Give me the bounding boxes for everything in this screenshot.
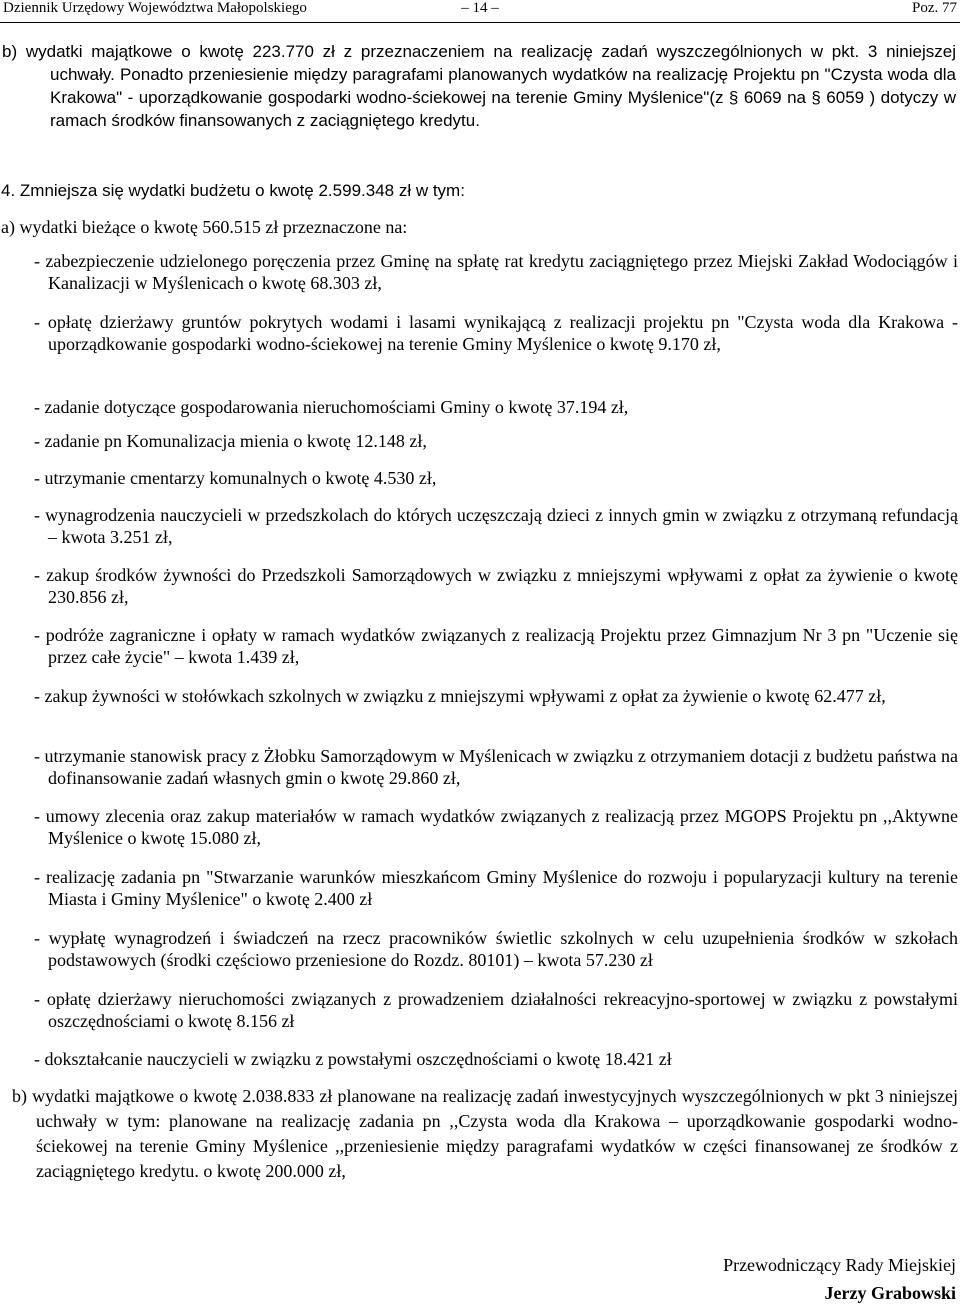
paragraph-a-current-spending: a) wydatki bieżące o kwotę 560.515 zł przeznaczone na: [1, 217, 408, 237]
list-item: - podróże zagraniczne i opłaty w ramach wydatków związanych z realizacją Projektu przez Gimnazjum Nr 3 pn "Uczenie się przez całe życie" – kwota 1.439 zł, [34, 625, 958, 667]
list-item: - wypłatę wynagrodzeń i świadczeń na rzecz pracowników świetlic szkolnych w celu uzupełnienia środków w szkołach podstawowych (środki częściowo przeniesione do Rozdz. 80101) – kwota 57.230 zł [34, 928, 958, 970]
list-item: - utrzymanie stanowisk pracy z Żłobku Samorządowym w Myślenicach w związku z otrzymaniem dotacji z budżetu państwa na dofinansowanie zadań własnych gmin o kwotę 29.860 zł, [34, 746, 958, 788]
paragraph-4-heading: 4. Zmniejsza się wydatki budżetu o kwotę 2.599.348 zł w tym: [1, 181, 465, 200]
list-item: - umowy zlecenia oraz zakup materiałów w ramach wydatków związanych z realizacją przez MGOPS Projektu pn ,,Aktywne Myślenice o kwotę 15.080 zł, [34, 806, 958, 848]
list-item: - opłatę dzierżawy nieruchomości związanych z prowadzeniem działalności rekreacyjno-sportowej w związku z powstałymi oszczędnościami o kwotę 8.156 zł [34, 989, 958, 1031]
list-item: - zadanie dotyczące gospodarowania nieruchomościami Gminy o kwotę 37.194 zł, [34, 397, 629, 417]
journal-title: Dziennik Urzędowy Województwa Małopolskiego [3, 0, 307, 16]
list-item: - zakup żywności w stołówkach szkolnych w związku z mniejszymi wpływami z opłat za żywienie o kwotę 62.477 zł, [34, 686, 886, 706]
list-item: - zadanie pn Komunalizacja mienia o kwotę 12.148 zł, [34, 431, 427, 451]
list-item: - opłatę dzierżawy gruntów pokrytych wodami i lasami wynikającą z realizacji projektu pn "Czysta woda dla Krakowa - uporządkowanie gospodarki wodno-ściekowej na terenie Gminy Myślenice o kwotę 9.170 zł, [34, 312, 958, 354]
list-item: - dokształcanie nauczycieli w związku z powstałymi oszczędnościami o kwotę 18.421 zł [34, 1049, 672, 1069]
signature-name: Jerzy Grabowski [824, 1283, 956, 1303]
list-item: - realizację zadania pn "Stwarzanie warunków mieszkańcom Gminy Myślenice do rozwoju i popularyzacji kultury na terenie Miasta i Gminy Myślenice" o kwotę 2.400 zł [34, 867, 958, 909]
signature-block [556, 1251, 956, 1307]
list-item: - zakup środków żywności do Przedszkoli Samorządowych w związku z mniejszymi wpływami z opłat za żywienie o kwotę 230.856 zł, [34, 565, 958, 607]
list-item: - zabezpieczenie udzielonego poręczenia przez Gminę na spłatę rat kredytu zaciągniętego przez Miejski Zakład Wodociągów i Kanalizacji w Myślenicach o kwotę 68.303 zł, [34, 251, 958, 293]
page-number: – 14 – [461, 0, 499, 16]
list-item: - utrzymanie cmentarzy komunalnych o kwotę 4.530 zł, [34, 468, 437, 488]
paragraph-b-capital-spending: b) wydatki majątkowe o kwotę 223.770 zł z przeznaczeniem na realizację zadań wyszczególnionych w pkt. 3 niniejszej uchwały. Ponadto przeniesienie między paragrafami planowanych wydatków na realizację Projektu pn "Czysta woda dla Krakowa" - uporządkowanie gospodarki wodno-ściekowej na terenie Gminy Myślenice"(z § 6069 na § 6059 ) dotyczy w ramach środków finansowanych z zaciągniętego kredytu. [2, 42, 956, 130]
page-header [0, 0, 960, 16]
header-rule [0, 22, 960, 23]
list-item: - wynagrodzenia nauczycieli w przedszkolach do których uczęszczają dzieci z innych gmin w związku z otrzymaną refundacją – kwota 3.251 zł, [34, 505, 958, 547]
paragraph-b-capital-spending-reduction: b) wydatki majątkowe o kwotę 2.038.833 zł planowane na realizację zadań inwestycyjnych wyszczególnionych w pkt 3 niniejszej uchwały w tym: planowane na realizację zadania pn ,,Czysta woda dla Krakowa – uporządkowanie gospodarki wodno-ściekowej na terenie Gminy Myślenice ,,przeniesienie między paragrafami wydatków w części finansowanej ze środków z zaciągniętego kredytu. o kwotę 200.000 zł, [12, 1086, 958, 1181]
signature-title: Przewodniczący Rady Miejskiej [723, 1255, 956, 1275]
item-number: Poz. 77 [912, 0, 957, 16]
